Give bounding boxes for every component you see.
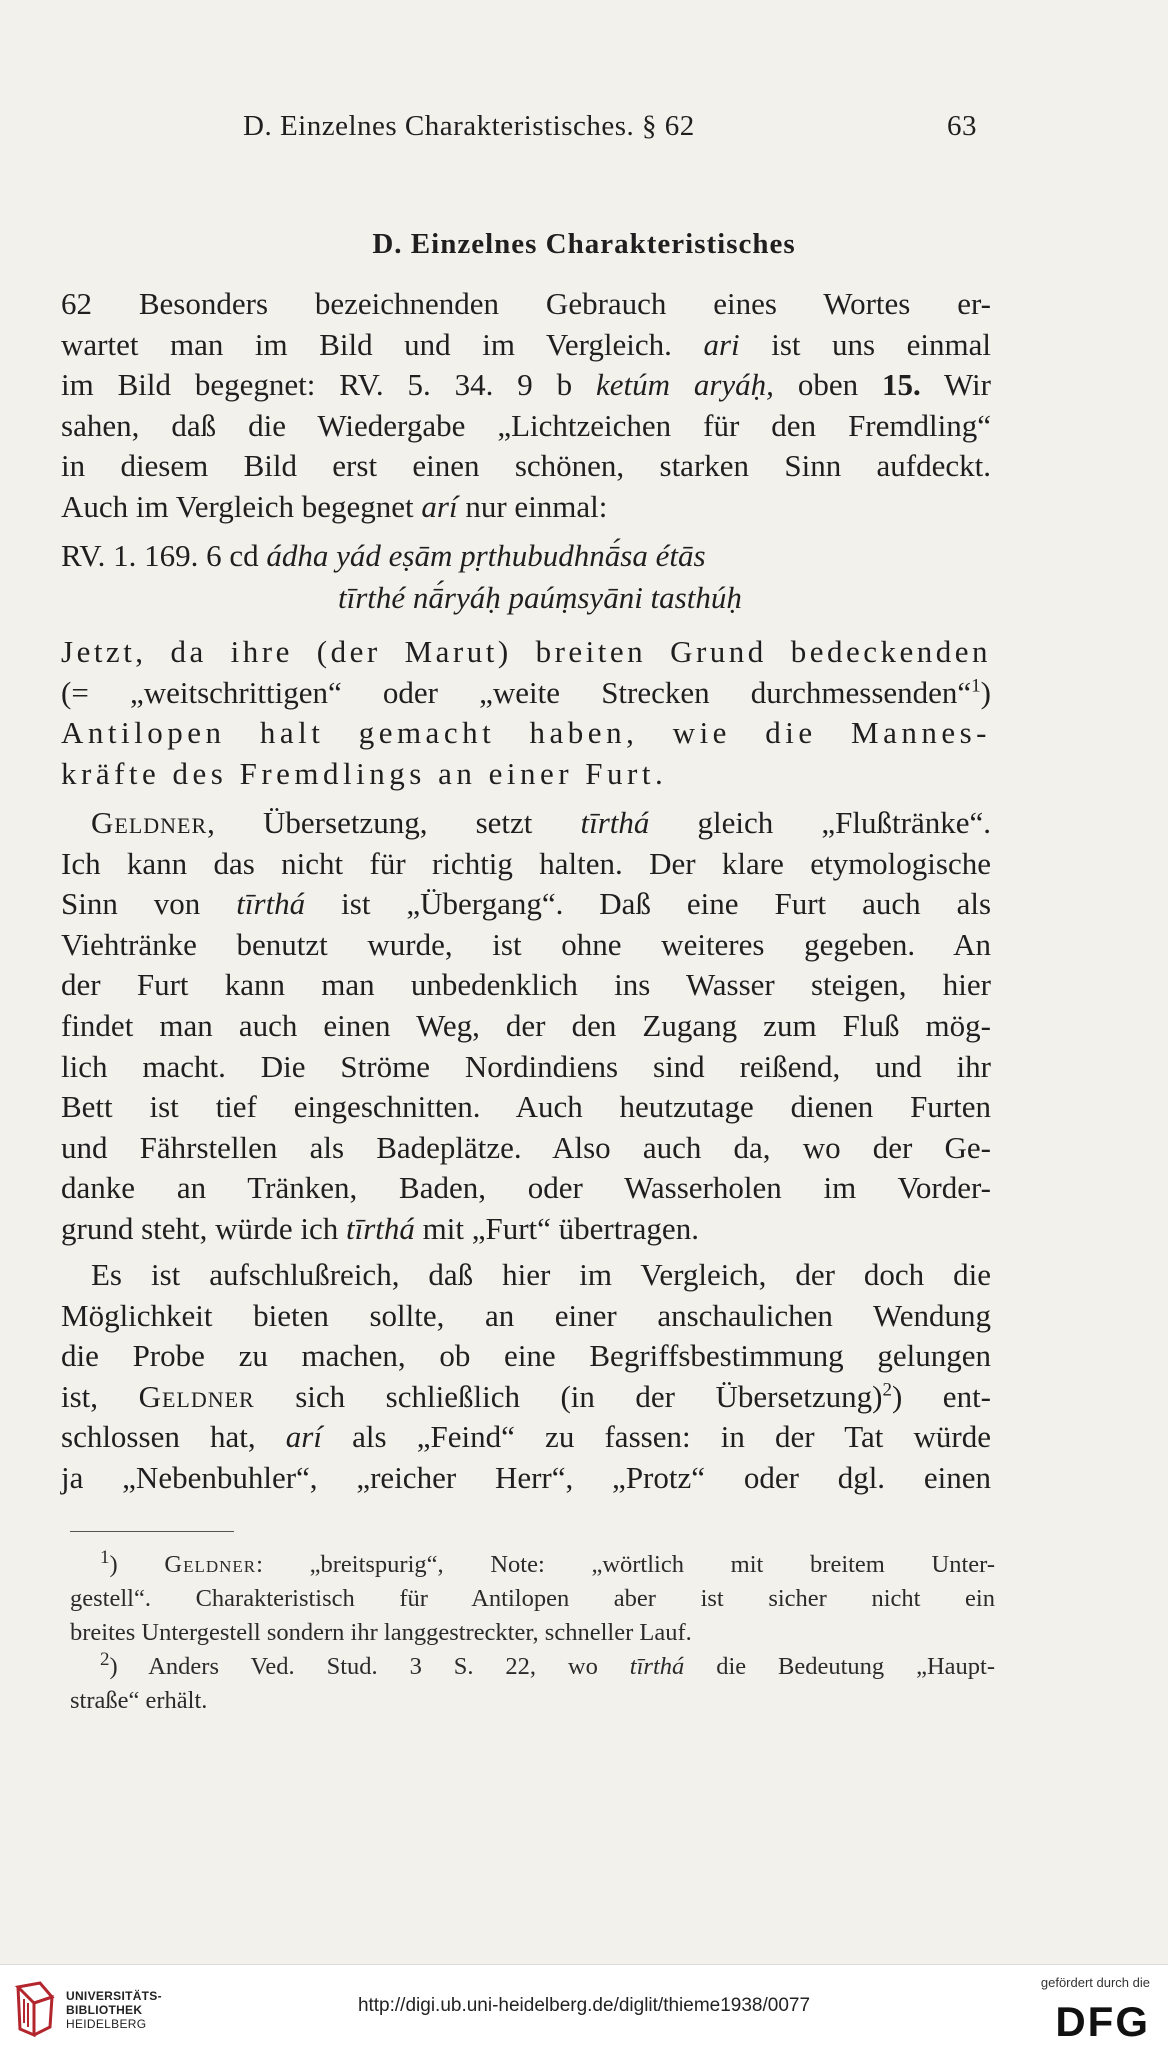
verse-reference: RV. 1. 169. 6 cd [61,538,259,573]
text-line: Möglichkeit bieten sollte, an einer anschaulichen Wendung [61,1297,991,1333]
text-line: Sinn von tīrthá ist „Übergang“. Daß eine Furt auch als [61,886,992,922]
text-line: 62 Besonders bezeichnenden Gebrauch eines Wortes er- [61,286,991,321]
text-line: der Furt kann man unbedenklich ins Wasser steigen, hier [61,967,991,1003]
paragraph-comparison [61,1255,991,1499]
text-line: Viehtränke benutzt wurde, ist ohne weiteres gegeben. An [61,926,991,962]
text-line: Ich kann das nicht für richtig halten. Der klare etymologische [61,845,991,881]
footnotes [70,1548,995,1718]
text-line: findet man auch einen Weg, der den Zugang zum Fluß mög- [61,1007,991,1043]
verse-line: tīrthé nā́ryáḥ paúṃsyāni tasthúḥ [338,580,742,615]
running-head-title: D. Einzelnes Charakteristisches. § 62 [243,110,695,142]
library-name: UNIVERSITÄTS- BIBLIOTHEK HEIDELBERG [66,1989,162,2031]
footnote-rule [70,1531,234,1532]
paragraph-62 [61,284,991,528]
verse-line: RV. 1. 169. 6 cd ádha yád eṣām pṛthubudhnā́sa étās [61,538,706,573]
funder-label: gefördert durch die [1040,1975,1150,1990]
text-line: im Bild begegnet: RV. 5. 34. 9 b ketúm aryáḥ, oben 15. Wir [61,367,991,403]
text-line: in diesem Bild erst einen schönen, starken Sinn aufdeckt. [61,448,991,484]
footnote-line: gestell“. Charakteristisch für Antilopen aber ist sicher nicht ein [70,1585,995,1612]
text-line: schlossen hat, arí als „Feind“ zu fassen: in der Tat würde [61,1419,991,1455]
text-line: danke an Tränken, Baden, oder Wasserholen im Vorder- [61,1170,991,1206]
footnote-ref: 1 [971,675,981,697]
text-line: grund steht, würde ich tīrthá mit „Furt“ übertragen. [61,1210,699,1246]
footnote-ref: 2 [882,1379,892,1401]
translation-paragraph [61,632,991,794]
text-line: sahen, daß die Wiedergabe „Lichtzeichen für den Fremdling“ [61,407,991,443]
running-head [243,110,977,150]
text-line: wartet man im Bild und im Vergleich. ari ist uns einmal [61,326,992,362]
footnote-line: straße“ erhält. [70,1687,208,1714]
section-title: D. Einzelnes Charakteristisches [372,228,796,260]
footnote-line: $^1$) Geldner: „breitspurig“, Note: „wörtlich mit breitem Unter- [100,1546,996,1578]
text-line: Antilopen halt gemacht haben, wie die Mannes- [61,715,991,751]
text-line: ist, Geldner sich schließlich (in der Übersetzung)$^2$) ent- [61,1378,992,1414]
text-line: und Fährstellen als Badeplätze. Also auch da, wo der Ge- [61,1129,991,1165]
text-line: lich macht. Die Ströme Nordindiens sind reißend, und ihr [61,1048,991,1084]
verse-quotation [61,535,991,619]
paragraph-geldner [61,803,991,1250]
text-line: ja „Nebenbuhler“, „reicher Herr“, „Protz“ oder dgl. einen [61,1459,991,1495]
footnote-line: $^2$) Anders Ved. Stud. 3 S. 22, wo tīrthá die Bedeutung „Haupt- [100,1648,995,1680]
dfg-logo: DFG [1055,1998,1150,2045]
viewer-footer [0,1964,1168,2053]
text-line: (= „weitschrittigen“ oder „weite Strecken durchmessenden“$^1$) [61,674,991,710]
text-line: kräfte des Fremdlings an einer Furt. [61,755,668,791]
text-line: Es ist aufschlußreich, daß hier im Vergleich, der doch die [91,1257,991,1292]
text-line: die Probe zu machen, ob eine Begriffsbestimmung gelungen [61,1338,991,1374]
text-line: Geldner, Übersetzung, setzt tīrthá gleich „Flußtränke“. [91,805,991,840]
text-line: Auch im Vergleich begegnet arí nur einmal: [61,488,608,524]
footnote-line: breites Untergestell sondern ihr langgestreckter, schneller Lauf. [70,1619,692,1646]
page-number: 63 [947,110,977,142]
text-line: Jetzt, da ihre (der Marut) breiten Grund bedeckenden [61,634,991,669]
text-line: Bett ist tief eingeschnitten. Auch heutzutage dienen Furten [61,1089,991,1125]
permalink[interactable]: http://digi.ub.uni-heidelberg.de/diglit/thieme1938/0077 [357,1995,811,2016]
